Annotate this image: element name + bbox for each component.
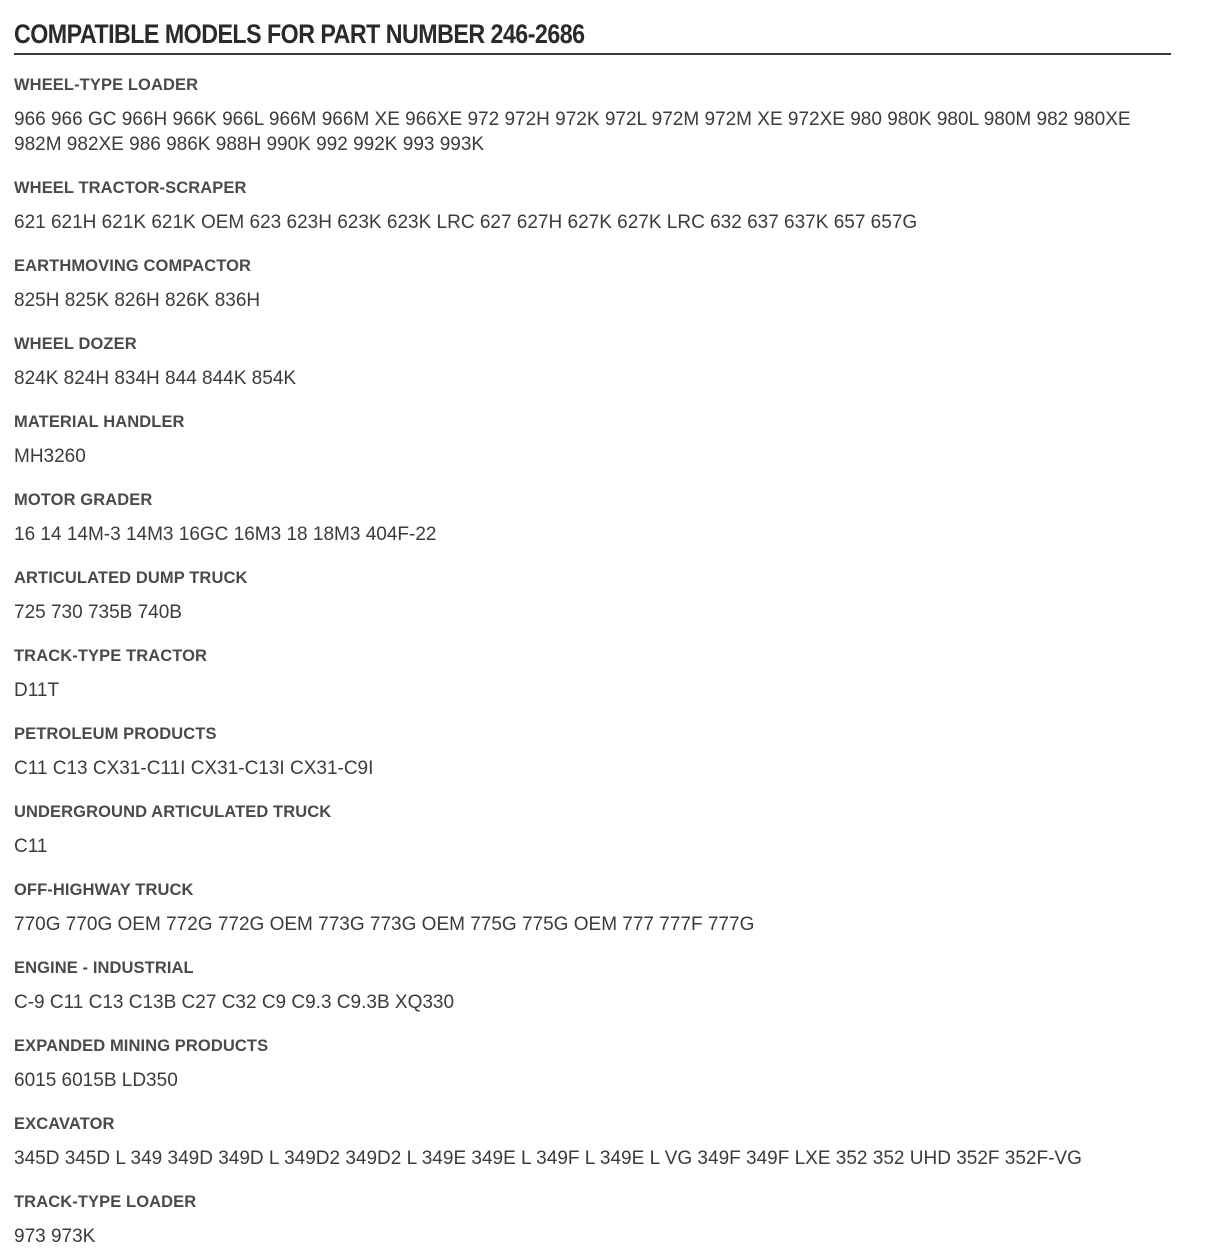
category-list [14, 75, 1171, 1249]
category-petroleum-products [14, 724, 1171, 781]
category-model-list: D11T [14, 680, 60, 701]
category-earthmoving-compactor [14, 256, 1171, 313]
category-model-list: 621 621H 621K 621K OEM 623 623H 623K 623K LRC 627 627H 627K 627K LRC 632 637 637K 657 657G [14, 212, 918, 233]
category-model-list: C11 C13 CX31-C11I CX31-C13I CX31-C9I [14, 758, 374, 779]
category-engine-industrial [14, 958, 1171, 1015]
category-model-list: C-9 C11 C13 C13B C27 C32 C9 C9.3 C9.3B XQ330 [14, 992, 455, 1013]
category-model-list: 16 14 14M-3 14M3 16GC 16M3 18 18M3 404F-22 [14, 524, 437, 545]
category-heading: WHEEL-TYPE LOADER [14, 76, 199, 94]
category-wheel-type-loader [14, 75, 1171, 157]
category-model-list: 966 966 GC 966H 966K 966L 966M 966M XE 966XE 972 972H 972K 972L 972M 972M XE 972XE 980 980K 980L 980M 982 980XE 982M 982XE 986 986K 988H 990K 992 992K 993 993K [14, 109, 1131, 155]
category-heading: PETROLEUM PRODUCTS [14, 725, 217, 743]
category-model-list: MH3260 [14, 446, 86, 467]
category-heading: WHEEL DOZER [14, 335, 137, 353]
category-track-type-tractor [14, 646, 1171, 703]
category-underground-articulated-truck [14, 802, 1171, 859]
category-expanded-mining-products [14, 1036, 1171, 1093]
category-articulated-dump-truck [14, 568, 1171, 625]
category-heading: WHEEL TRACTOR-SCRAPER [14, 179, 247, 197]
category-wheel-tractor-scraper [14, 178, 1171, 235]
page-title: COMPATIBLE MODELS FOR PART NUMBER 246-2686 [14, 19, 585, 49]
category-model-list: C11 [14, 836, 48, 857]
category-model-list: 825H 825K 826H 826K 836H [14, 290, 261, 311]
category-model-list: 725 730 735B 740B [14, 602, 182, 623]
category-motor-grader [14, 490, 1171, 547]
category-model-list: 6015 6015B LD350 [14, 1070, 178, 1091]
category-heading: TRACK-TYPE LOADER [14, 1193, 197, 1211]
category-model-list: 824K 824H 834H 844 844K 854K [14, 368, 297, 389]
category-heading: ARTICULATED DUMP TRUCK [14, 569, 248, 587]
category-track-type-loader [14, 1192, 1171, 1249]
category-model-list: 345D 345D L 349 349D 349D L 349D2 349D2 L 349E 349E L 349F L 349E L VG 349F 349F LXE 352 352 UHD 352F 352F-VG [14, 1148, 1082, 1169]
category-heading: MATERIAL HANDLER [14, 413, 185, 431]
category-heading: MOTOR GRADER [14, 491, 153, 509]
compatible-models-page [14, 14, 1171, 1249]
category-model-list: 770G 770G OEM 772G 772G OEM 773G 773G OEM 775G 775G OEM 777 777F 777G [14, 914, 755, 935]
category-wheel-dozer [14, 334, 1171, 391]
category-heading: EXPANDED MINING PRODUCTS [14, 1037, 269, 1055]
category-heading: EXCAVATOR [14, 1115, 115, 1133]
category-heading: UNDERGROUND ARTICULATED TRUCK [14, 803, 332, 821]
category-excavator [14, 1114, 1171, 1171]
category-heading: OFF-HIGHWAY TRUCK [14, 881, 194, 899]
category-off-highway-truck [14, 880, 1171, 937]
category-heading: EARTHMOVING COMPACTOR [14, 257, 252, 275]
category-model-list: 973 973K [14, 1226, 96, 1247]
category-heading: TRACK-TYPE TRACTOR [14, 647, 208, 665]
category-material-handler [14, 412, 1171, 469]
category-heading: ENGINE - INDUSTRIAL [14, 959, 194, 977]
